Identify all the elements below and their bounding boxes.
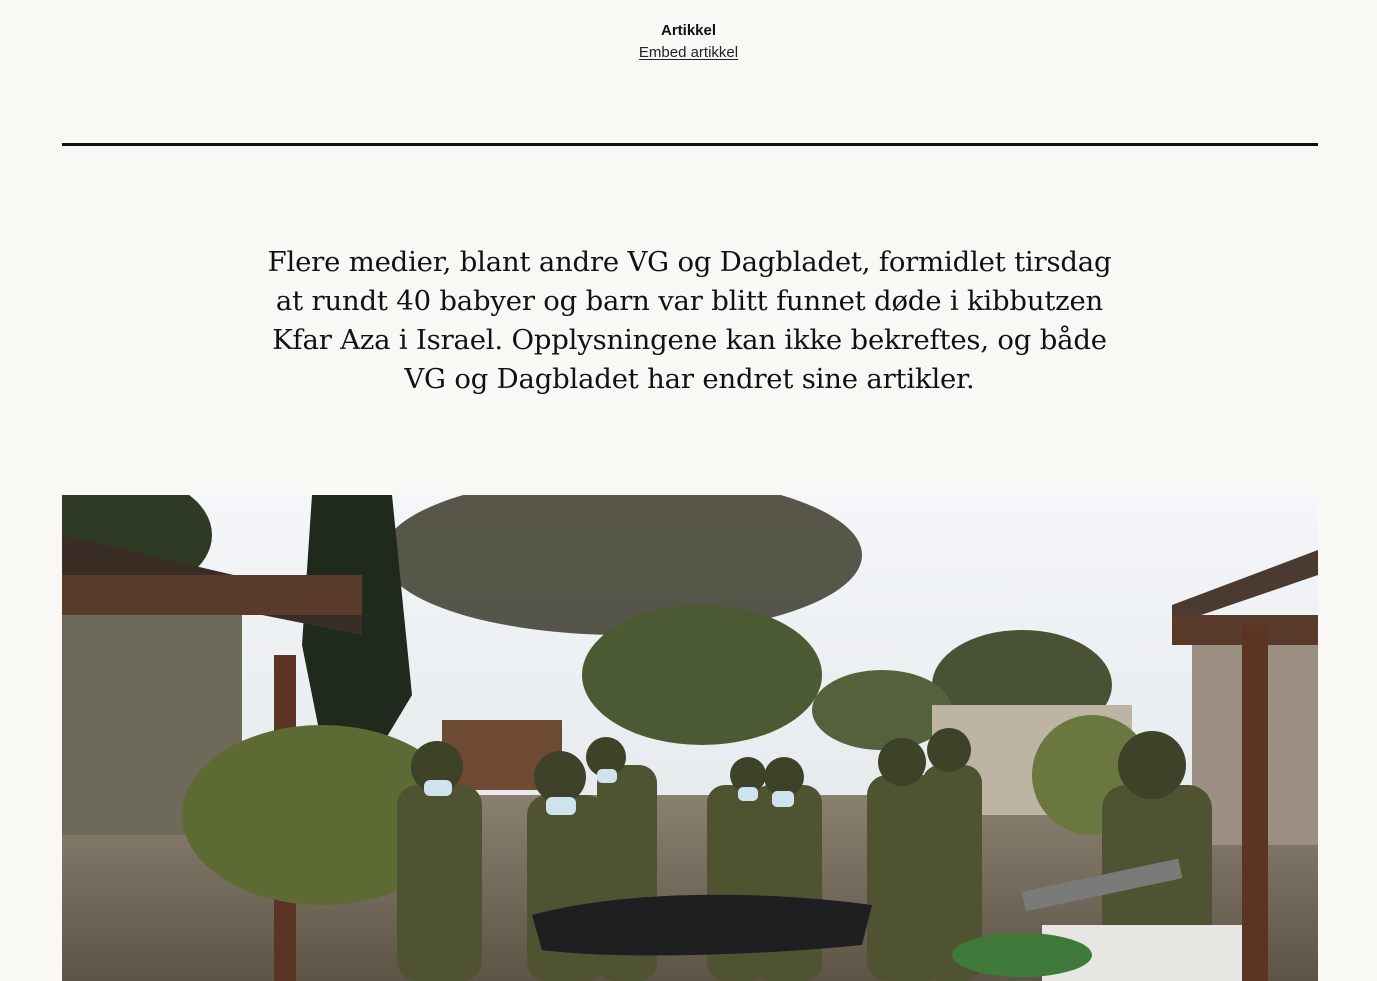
embed-article-link[interactable]: Embed artikkel xyxy=(638,44,739,61)
divider xyxy=(62,143,1318,146)
article-hero-image xyxy=(62,495,1318,981)
article-meta xyxy=(0,20,1377,64)
hero-photo xyxy=(62,495,1318,981)
article-lead-text: Flere medier, blant andre VG og Dagbladet, formidlet tirsdag at rundt 40 babyer og barn var blitt funnet døde i kibbutzen Kfar Aza i Israel. Opplysningene kan ikke bekreftes, og både VG og Dagbladet har endret sine artikler. xyxy=(267,246,1112,395)
section-label: Artikkel xyxy=(660,22,717,39)
